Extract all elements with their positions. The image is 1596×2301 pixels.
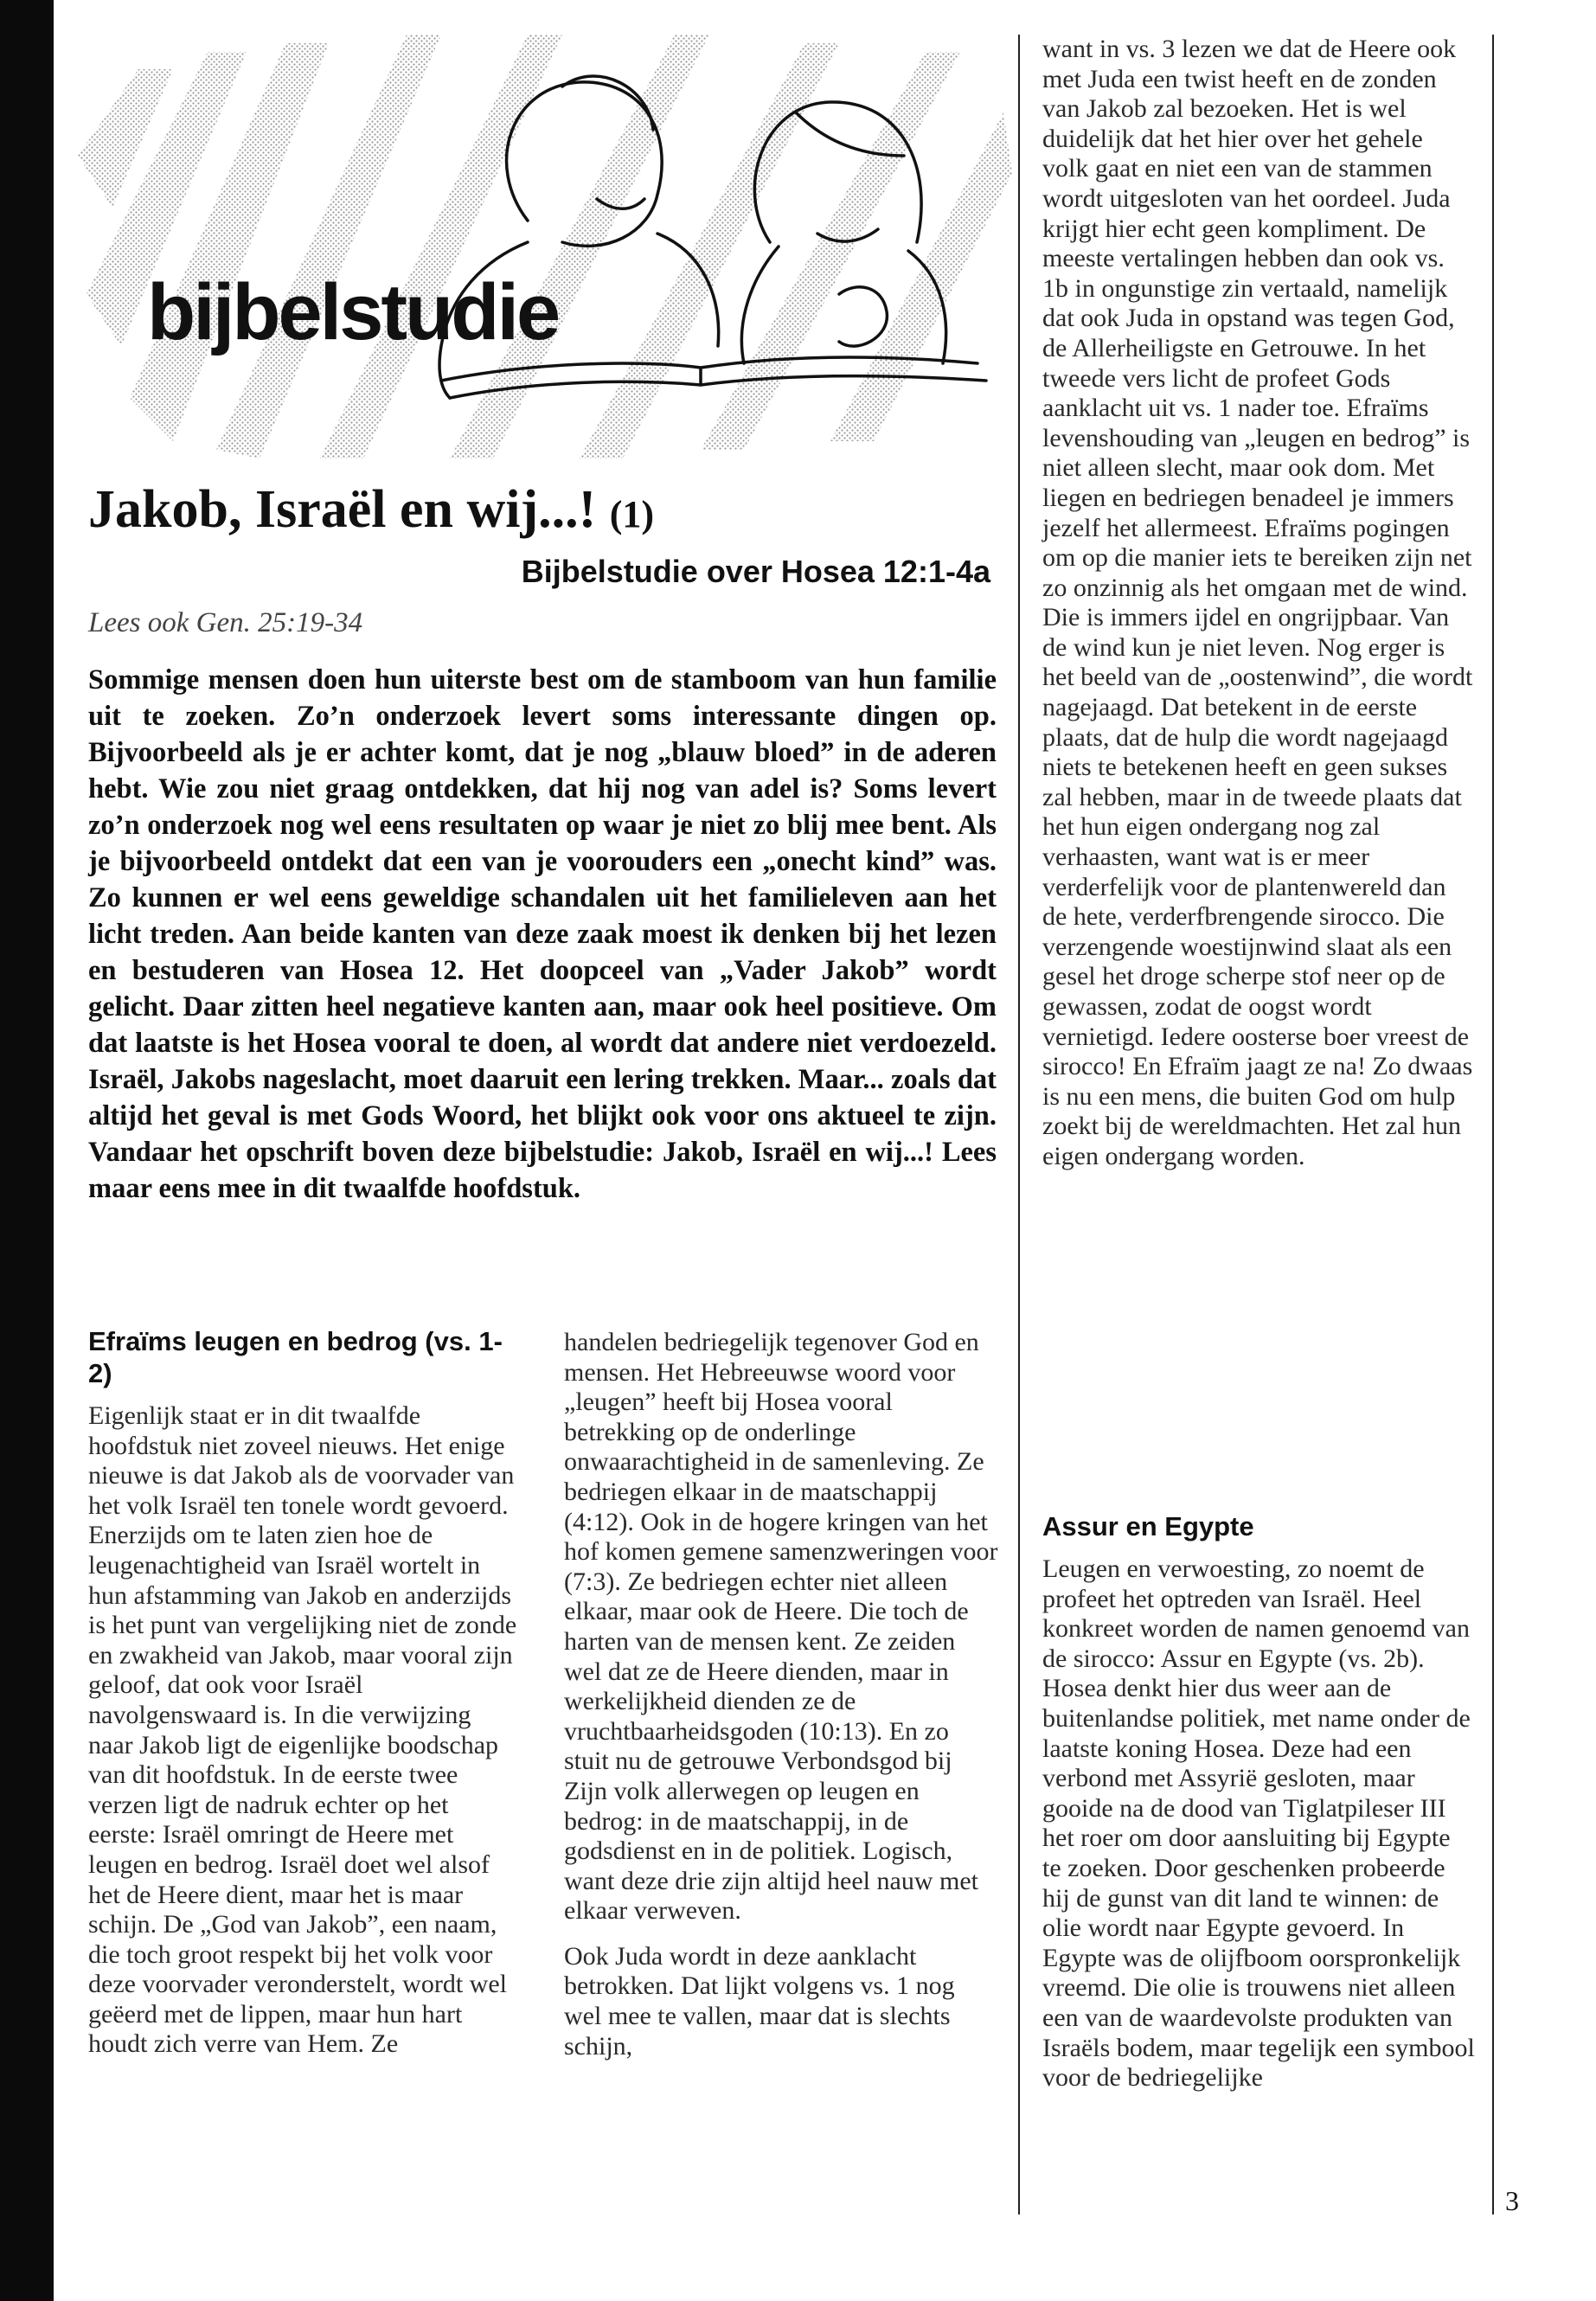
body-paragraph: Leugen en verwoesting, zo noemt de profeet het optreden van Israël. Heel konkreet worden de namen genoemd van de sirocco: Assur en Egypte (vs. 2b). Hosea denkt hier dus weer aan de buitenlandse politiek, met name onder de laatste koning Hosea. Deze had een verbond met Assyrië gesloten, maar gooide na de dood van Tiglatpileser III het roer om door aansluiting bij Egypte te zoeken. Door geschenken probeerde hij de gunst van dit land te winnen: de olie wordt naar Egypte gevoerd. In Egypte was de olijfboom oorspronkelijk vreemd. Die olie is trouwens niet alleen een van de waardevolste produkten van Israëls bodem, maar tegelijk een symbool voor de bedriegelijke bbox=[1042, 1554, 1475, 2093]
intro-paragraph: Sommige mensen doen hun uiterste best om de stamboom van hun familie uit te zoeken. Zo’n onderzoek levert soms interessante dingen op. Bijvoorbeeld als je er achter komt, dat je nog „blauw bloed” in de aderen hebt. Wie zou niet graag ontdekken, dat hij nog van adel is? Soms levert zo’n onderzoek nog wel eens resultaten op waar je niet zo blij mee bent. Als je bijvoorbeeld ontdekt dat een van je voorouders een „onecht kind” was. Zo kunnen er wel eens geweldige schandalen uit het familieleven aan het licht treden. Aan beide kanten van deze zaak moest ik denken bij het lezen en bestuderen van Hosea 12. Het doopceel van „Vader Jakob” wordt gelicht. Daar zitten heel negatieve kanten aan, maar ook heel positieve. Om dat laatste is het Hosea vooral te doen, al wordt dat andere niet verdoezeld. Israël, Jakobs nageslacht, moet daaruit een lering trekken. Maar... zoals dat altijd het geval is met Gods Woord, het blijkt ook voor ons aktueel te zijn. Vandaar het opschrift boven deze bijbelstudie: Jakob, Israël en wij...! Lees maar eens mee in dit twaalfde hoofdstuk. bbox=[88, 664, 997, 1204]
section-heading: Assur en Egypte bbox=[1042, 1511, 1254, 1541]
header-illustration bbox=[78, 35, 1012, 467]
halftone-stripes bbox=[78, 35, 1012, 458]
body-paragraph: handelen bedriegelijk tegenover God en mensen. Het Hebreeuwse woord voor „leugen” heeft bij Hosea vooral betrekking op de onderlinge onwaarachtigheid in de samenleving. Ze bedriegen elkaar in de maatschappij (4:12). Ook in de hogere kringen van het hof komen gemene samenzweringen voor (7:3). Ze bedriegen echter niet alleen elkaar, maar ook de Heere. Die toch de harten van de mensen kent. Ze zeiden wel dat ze de Heere dienden, maar in werkelijkheid dienden ze de vruchtbaarheidsgoden (10:13). En zo stuit nu de getrouwe Verbondsgod bij Zijn volk allerwegen op leugen en bedrog: in de maatschappij, in de godsdienst en in de politiek. Logisch, want deze drie zijn altijd heel nauw met elkaar verweven. bbox=[564, 1328, 998, 1926]
section-logo: bijbelstudie bbox=[147, 268, 559, 356]
body-paragraph: want in vs. 3 lezen we dat de Heere ook met Juda een twist heeft en de zonden van Jakob zal bezoeken. Het is wel duidelijk dat het hier over het gehele volk gaat en niet een van de stammen wordt uitgesloten van het oordeel. Juda krijgt hier echt geen kompliment. De meeste vertalingen hebben dan ook vs. 1b in ongunstige zin vertaald, namelijk dat ook Juda in opstand was tegen God, de Allerheiligste en Getrouwe. In het tweede vers licht de profeet Gods aanklacht uit vs. 1 nader toe. Efraïms levenshouding van „leugen en bedrog” is niet alleen slecht, maar ook dom. Met liegen en bedriegen benadeel je immers jezelf het allermeest. Efraïms pogingen om op die manier iets te bereiken zijn net zo onzinnig als het omgaan met de wind. Die is immers ijdel en ongrijpbaar. Van de wind kun je niet leven. Nog erger is het beeld van de „oostenwind”, die wordt nagejaagd. Dat betekent in de eerste plaats, dat de hulp die wordt nagejaagd niets te betekenen heeft en geen sukses zal hebben, maar in de tweede plaats dat het hun eigen ondergang nog zal verhaasten, want wat is er meer verderfelijk voor de plantenwereld dan de hete, verderfbrengende sirocco. Die verzengende woestijnwind slaat als een gesel het droge scherpe stof neer op de gewassen, zodat de oogst wordt vernietigd. Iedere oosterse boer vreest de sirocco! En Efraïm jaagt ze na! Zo dwaas is nu een mens, die buiten God om hulp zoekt bij de wereldmachten. Het zal hun eigen ondergang worden. bbox=[1042, 35, 1473, 1170]
column-rule-left bbox=[1018, 35, 1020, 2214]
scan-edge bbox=[0, 0, 54, 2301]
read-also-reference: Lees ook Gen. 25:19-34 bbox=[88, 607, 363, 638]
body-paragraph: Ook Juda wordt in deze aanklacht betrokken. Dat lijkt volgens vs. 1 nog wel mee te vallen, maar dat is slechts schijn, bbox=[564, 1941, 955, 2061]
title-part: (1) bbox=[609, 493, 655, 535]
body-paragraph: Eigenlijk staat er in dit twaalfde hoofdstuk niet zoveel nieuws. Het enige nieuwe is dat Jakob als de voorvader van het volk Israël ten tonele wordt gevoerd. Enerzijds om te laten zien hoe de leugenachtigheid van Israël wortelt in hun afstamming van Jakob en anderzijds is het punt van vergelijking niet de zonde en zwakheid van Jakob, maar vooral zijn geloof, dat ook voor Israël navolgenswaard is. In die verwijzing naar Jakob ligt de eigenlijke boodschap van dit hoofdstuk. In de eerste twee verzen ligt de nadruk echter op het eerste: Israël omringt de Heere met leugen en bedrog. Israël doet wel alsof het de Heere dient, maar het is maar schijn. De „God van Jakob”, een naam, die toch groot respekt bij het volk voor deze voorvader veronderstelt, wordt wel geëerd met de lippen, maar hun hart houdt zich verre van Hem. Ze bbox=[88, 1401, 517, 2059]
page-number: 3 bbox=[1505, 2185, 1519, 2216]
column-2 bbox=[564, 1328, 998, 2061]
article-title: Jakob, Israël en wij...! (1) bbox=[88, 480, 655, 539]
column-3 bbox=[1042, 35, 1475, 1172]
column-3-section bbox=[1042, 1510, 1475, 2093]
column-rule-right bbox=[1492, 35, 1494, 2214]
article-subtitle: Bijbelstudie over Hosea 12:1-4a bbox=[521, 554, 990, 589]
section-heading: Efraïms leugen en bedrog (vs. 1-2) bbox=[88, 1326, 503, 1388]
column-1 bbox=[88, 1325, 519, 2060]
